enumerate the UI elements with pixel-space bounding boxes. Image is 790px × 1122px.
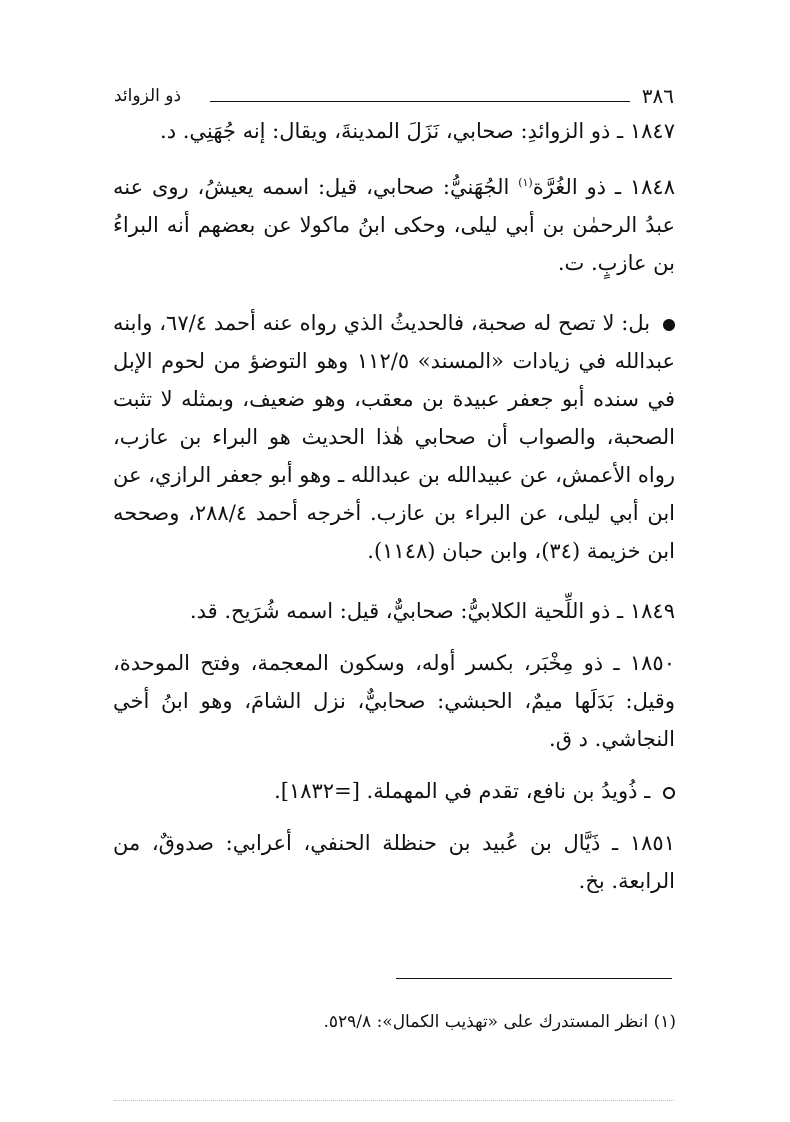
entry-1851	[113, 824, 675, 900]
entry-text: ـ ذو اللِّحية الكلابيُّ: صحابيٌّ، قيل: اسمه شُرَيح. قد.	[189, 599, 624, 623]
header-rule	[210, 101, 630, 102]
entry-text: ـ ذو مِخْبَر، بكسر أوله، وسكون المعجمة، وفتح الموحدة، وقيل: بَدَلَها ميمٌ، الحبشي: صحابيٌّ، نزل الشامَ، وهو ابنُ أخي النجاشي. د ق.	[113, 651, 675, 751]
entry-text: ـ ذو الزوائدِ: صحابي، نَزَلَ المدينةَ، ويقال: إنه جُهَنِي. د.	[160, 119, 624, 143]
commentary-text: بل: لا تصح له صحبة، فالحديثُ الذي رواه عنه أحمد ٦٧/٤، وابنه عبدالله في زيادات «المسند» ١١٢/٥ وهو التوضؤ من لحوم الإبل في سنده أبو جعفر عبيدة بن معقب، وهو ضعيف، وبمثله لا تثبت الصحبة، والصواب أن صحابي هٰذا الحديث هو البراء بن عازب، رواه الأعمش، عن عبيدالله بن عبدالله ـ وهو أبو جعفر الرازي، عن ابن أبي ليلى، عن البراء بن عازب. أخرجه أحمد ٢٨٨/٤، وصححه ابن خزيمة (٣٤)، وابن حبان (١١٤٨).	[113, 311, 675, 563]
entry-text: ـ ذو الغُرَّة	[532, 175, 622, 199]
section-title: ذو الزوائد	[114, 86, 182, 106]
entry-1847	[113, 112, 675, 150]
entry-text: ـ ذُويدُ بن نافع، تقدم في المهملة. [=١٨٣٢].	[274, 779, 651, 803]
footnote: (١) انظر المستدرك على «تهذيب الكمال»: ٥٢٩/٨.	[323, 1012, 676, 1032]
scan-edge-marks	[114, 1100, 674, 1101]
cross-reference-entry	[113, 772, 675, 810]
bullet-icon	[663, 319, 675, 331]
entry-number: ١٨٥١	[629, 831, 675, 855]
entry-1848	[113, 164, 675, 282]
running-head	[114, 84, 674, 112]
entry-text: الجُهَنيُّ: صحابي، قيل: اسمه يعيشُ، روى عنه عبدُ الرحمٰن بن أبي ليلى، وحكى ابنُ ماكولا عن بعضهم أنه البراءُ بن عازبٍ. ت.	[113, 175, 675, 275]
entry-1849	[113, 592, 675, 630]
entry-number: ١٨٥٠	[629, 651, 675, 675]
footnote-rule	[396, 978, 672, 979]
main-text	[113, 112, 675, 900]
entry-number: ١٨٤٨	[629, 175, 675, 199]
entry-text: ـ ذَيَّال بن عُبيد بن حنظلة الحنفي، أعرابي: صدوقٌ، من الرابعة. بخ.	[113, 831, 675, 893]
entry-number: ١٨٤٩	[629, 599, 675, 623]
page-number: ٣٨٦	[641, 84, 674, 108]
entry-number: ١٨٤٧	[629, 119, 675, 143]
entry-1850	[113, 644, 675, 758]
footnote-reference: (١)	[518, 176, 533, 189]
circle-icon	[663, 787, 675, 799]
commentary-paragraph	[113, 304, 675, 570]
